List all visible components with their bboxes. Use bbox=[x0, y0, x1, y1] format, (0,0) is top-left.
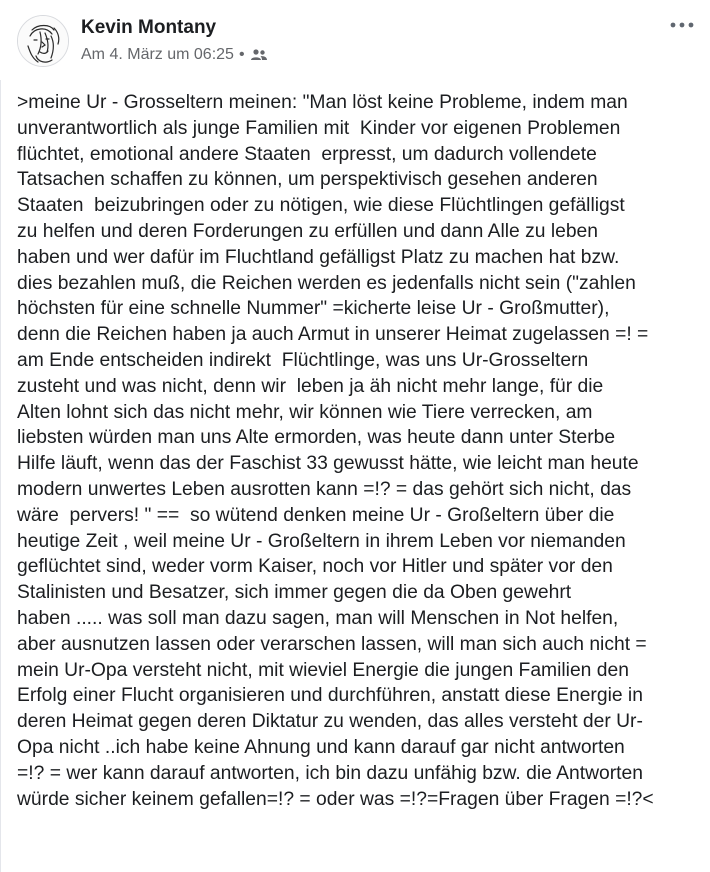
post-text-line: mein Ur-Opa versteht nicht, mit wieviel Energie die jungen Familien den bbox=[17, 659, 629, 681]
post-text-line: aber ausnutzen lassen oder verarschen lassen, will man sich auch nicht = bbox=[17, 633, 647, 655]
friends-icon[interactable] bbox=[250, 48, 268, 62]
post-text-line: heutige Zeit , weil meine Ur - Großeltern in ihrem Leben vor niemanden bbox=[17, 530, 626, 552]
post-text-line: Erfolg einer Flucht organisieren und durchführen, anstatt diese Energie in bbox=[17, 685, 643, 707]
post-text-line: modern unwertes Leben ausrotten kann =!? = das gehört sich nicht, das bbox=[17, 478, 632, 500]
post-text-line: deren Heimat gegen deren Diktatur zu wenden, das alles versteht der Ur- bbox=[17, 711, 643, 733]
more-options-icon[interactable] bbox=[668, 17, 696, 33]
post-text-line: =!? = wer kann darauf antworten, ich bin dazu unfähig bzw. die Antworten bbox=[17, 762, 643, 784]
post-text-line: >meine Ur - Grosseltern meinen: "Man löst keine Probleme, indem man bbox=[17, 92, 628, 113]
post-timestamp[interactable]: Am 4. März um 06:25 bbox=[81, 46, 234, 63]
post-text-line: dies bezahlen muß, die Reichen werden es jedenfalls nicht sein ("zahlen bbox=[17, 272, 636, 294]
post-border bbox=[0, 80, 1, 872]
post-text-line: Hilfe läuft, wenn das der Faschist 33 gewusst hätte, wie leicht man heute bbox=[17, 453, 639, 475]
post-text-line: unverantwortlich als junge Familien mit Kinder vor eigenen Problemen bbox=[17, 117, 621, 139]
post-text-line: höchsten für eine schnelle Nummer" =kicherte leise Ur - Großmutter), bbox=[17, 298, 610, 320]
post-text-line: Staaten beizubringen oder zu nötigen, wie diese Flüchtlingen gefälligst bbox=[17, 195, 625, 217]
post-text-line: flüchtet, emotional andere Staaten erpresst, um dadurch vollendete bbox=[17, 143, 597, 165]
post-text-line: haben und wer dafür im Fluchtland gefälligst Platz zu machen hat bzw. bbox=[17, 246, 620, 268]
post-text-line: würde sicher keinem gefallen=!? = oder was =!?=Fragen über Fragen =!?< bbox=[17, 788, 654, 810]
post-text-line: Opa nicht ..ich habe keine Ahnung und kann darauf gar nicht antworten bbox=[17, 736, 625, 758]
post-text-line: Tatsachen schaffen zu können, um perspektivisch gesehen anderen bbox=[17, 169, 598, 191]
post-text-line: denn die Reichen haben ja auch Armut in unserer Heimat zugelassen =! = bbox=[17, 324, 649, 346]
post-text-line: zusteht und was nicht, denn wir leben ja äh nicht mehr lange, für die bbox=[17, 375, 604, 397]
post-text-line: Stalinisten und Besatzer, sich immer gegen die da Oben gewehrt bbox=[17, 582, 572, 604]
post-text-line: zu helfen und deren Forderungen zu erfüllen und dann Alle zu leben bbox=[17, 220, 599, 242]
post-text-line: liebsten würden man uns Alte ermorden, was heute dann unter Sterbe bbox=[17, 427, 616, 449]
post-text-line: geflüchtet sind, weder vorm Kaiser, noch vor Hitler und später vor den bbox=[17, 556, 613, 578]
meta-separator: • bbox=[238, 46, 245, 63]
post-text-line: wäre pervers! " == so wütend denken meine Ur - Großeltern über die bbox=[17, 504, 615, 526]
post-body-text bbox=[17, 90, 707, 812]
author-name-link[interactable]: Kevin Montany bbox=[81, 17, 217, 38]
post-text-line: am Ende entscheiden indirekt Flüchtlinge, was uns Ur-Grosseltern bbox=[17, 349, 589, 371]
post-text-line: Alten lohnt sich das nicht mehr, wir können wie Tiere verrecken, am bbox=[17, 401, 593, 423]
avatar-sketch-image bbox=[18, 16, 69, 67]
author-avatar[interactable] bbox=[17, 15, 69, 67]
post-header bbox=[0, 0, 710, 80]
post-text-line: haben ..... was soll man dazu sagen, man will Menschen in Not helfen, bbox=[17, 607, 619, 629]
post-meta bbox=[81, 45, 268, 65]
